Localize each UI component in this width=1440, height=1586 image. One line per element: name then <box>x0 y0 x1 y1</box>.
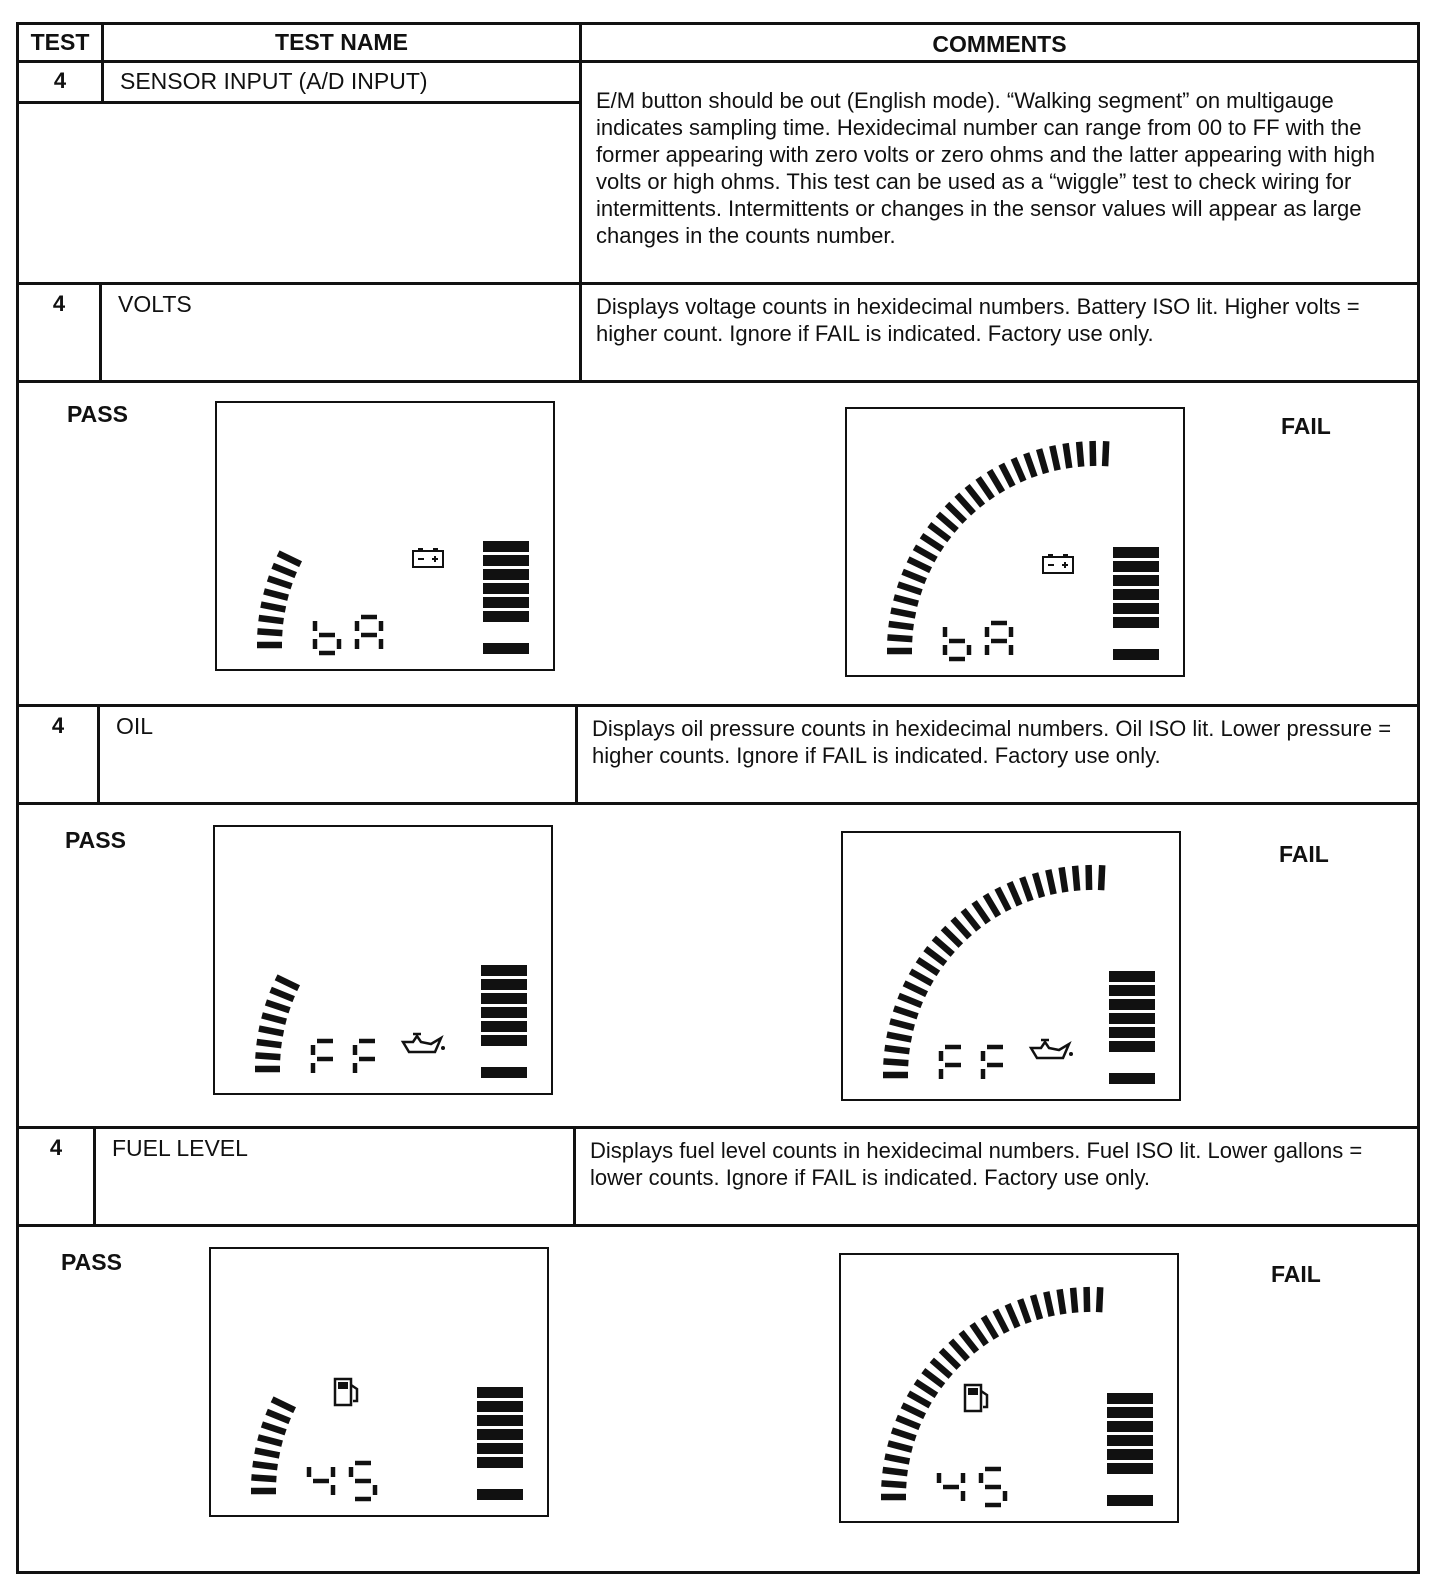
bar-segment <box>1107 1407 1153 1418</box>
bar-segment <box>483 611 529 622</box>
figure-fuel-level <box>19 1227 1417 1571</box>
sweep-segment <box>1008 1304 1018 1327</box>
sweep-segment <box>276 977 299 988</box>
sweep-segment <box>1020 1299 1028 1323</box>
sweep-segment <box>929 525 949 540</box>
lcd-graphic <box>217 403 553 669</box>
sweep-segment <box>1010 882 1020 905</box>
sweep-segment <box>967 486 983 506</box>
oil-can-icon <box>1031 1040 1073 1058</box>
sweep-segment <box>894 597 918 603</box>
sweep-segment <box>278 553 301 564</box>
sweep-segment <box>881 1483 906 1485</box>
sweep-segment <box>266 1002 290 1010</box>
sweep-segment <box>883 1470 908 1473</box>
sweep-segment <box>947 504 965 521</box>
sweep-segment <box>1079 442 1081 467</box>
bar-segment <box>1109 1027 1155 1038</box>
sweep-segment <box>923 1371 943 1386</box>
bar-segment-low <box>1109 1073 1155 1084</box>
figure-oil <box>19 805 1417 1129</box>
bar-segment <box>477 1443 523 1454</box>
fail-label: FAIL <box>1271 1261 1321 1287</box>
sweep-segment <box>978 478 992 499</box>
sweep-segment <box>272 1399 295 1410</box>
sweep-segment <box>268 578 292 586</box>
sweep-segment <box>888 1443 912 1449</box>
lcd-graphic <box>847 409 1183 675</box>
sweep-segment <box>251 1477 276 1479</box>
sweep-segment <box>916 1382 937 1396</box>
table-row-oil <box>19 707 1417 805</box>
test-name: VOLTS <box>118 291 192 317</box>
bar-segment <box>1109 1041 1155 1052</box>
sweep-segment <box>908 559 931 570</box>
sweep-segment <box>899 996 922 1005</box>
sweep-segment <box>986 895 999 917</box>
sweep-segment <box>903 572 926 581</box>
sweep-segment <box>1093 441 1094 466</box>
bar-segment <box>1109 999 1155 1010</box>
pass-label: PASS <box>67 401 128 427</box>
sweep-segment <box>1052 446 1057 470</box>
sweep-segment <box>951 1341 968 1360</box>
sweep-segment <box>1001 464 1012 486</box>
bar-segment <box>483 597 529 608</box>
bar-segment <box>1113 575 1159 586</box>
bar-segment <box>1113 561 1159 572</box>
sweep-segment <box>885 1457 910 1462</box>
sweep-segment <box>253 1464 278 1467</box>
lcd-display-pass <box>215 401 555 671</box>
bar-segment <box>481 1021 527 1032</box>
test-comment: Displays oil pressure counts in hexidecimal numbers. Oil ISO lit. Lower pressure = higher counts. Ignore if FAIL is indicated. Factory use only. <box>592 716 1392 768</box>
sweep-segment <box>259 618 284 621</box>
sweep-segment <box>972 1324 986 1345</box>
pass-label: PASS <box>65 827 126 853</box>
sweep-segment <box>961 1332 977 1352</box>
sweep-segment <box>887 1035 912 1040</box>
sweep-segment <box>258 1437 282 1443</box>
sweep-segment <box>883 1061 908 1063</box>
sweep-segment <box>910 971 932 983</box>
bar-segment <box>481 1035 527 1046</box>
sweep-segment <box>918 960 939 974</box>
sweep-segment <box>1073 1288 1075 1313</box>
sweep-segment <box>963 910 979 930</box>
lcd-display-fail <box>841 831 1181 1101</box>
sweep-segment <box>1075 866 1077 891</box>
bar-segment-low <box>477 1489 523 1500</box>
sweep-segment <box>1062 867 1066 892</box>
bar-segment <box>477 1401 523 1412</box>
sweep-segment <box>925 949 945 964</box>
sweep-segment <box>922 536 943 550</box>
sweep-segment <box>1089 865 1090 890</box>
fail-label: FAIL <box>1279 841 1329 867</box>
sweep-segment <box>904 983 927 994</box>
bar-segment <box>481 1007 527 1018</box>
bar-segment <box>483 569 529 580</box>
lcd-display-fail <box>839 1253 1179 1523</box>
sweep-segment <box>974 902 988 923</box>
sweep-segment <box>953 919 970 938</box>
sweep-segment <box>1033 1295 1040 1319</box>
test-comment: Displays voltage counts in hexidecimal numbers. Battery ISO lit. Higher volts = higher count. Ignore if FAIL is indicated. Factory use only. <box>596 294 1360 346</box>
bar-segment <box>481 979 527 990</box>
sweep-segment <box>1099 1287 1100 1312</box>
battery-icon <box>413 548 443 567</box>
fuel-pump-icon <box>335 1379 357 1405</box>
bar-segment <box>1107 1463 1153 1474</box>
sweep-segment <box>257 1042 282 1045</box>
sweep-segment <box>1046 1292 1051 1316</box>
bar-segment <box>1107 1393 1153 1404</box>
sweep-segment <box>943 928 961 946</box>
sweep-segment <box>1087 1287 1088 1312</box>
sweep-segment <box>262 1424 286 1432</box>
bar-segment <box>483 541 529 552</box>
sweep-segment <box>887 637 912 639</box>
lcd-display-pass <box>209 1247 549 1517</box>
table-row-sensor-input <box>19 63 1417 285</box>
sweep-segment <box>1014 458 1024 481</box>
sweep-segment <box>957 495 974 514</box>
header-test: TEST <box>30 29 90 55</box>
sweep-segment <box>1060 1289 1064 1314</box>
sweep-segment <box>257 631 282 633</box>
bar-segment <box>1109 985 1155 996</box>
bar-segment <box>1107 1449 1153 1460</box>
test-table <box>16 22 1420 1574</box>
sweep-segment <box>267 1412 290 1421</box>
header-comments: COMMENTS <box>932 31 1067 57</box>
lcd-graphic <box>211 1249 547 1515</box>
pass-label: PASS <box>61 1249 122 1275</box>
sweep-segment <box>273 566 296 575</box>
sweep-segment <box>997 888 1008 910</box>
test-comment: E/M button should be out (English mode). “Walking segment” on multigauge indicates sampling time. Hexidecimal number can range from 00 to FF with the former appearing with zero volts or zero ohms and the latter appearing with high volts or high ohms. This test can be used as a “wiggle” test to check wiring for intermittents. Intermittents or changes in the sensor values will appear as large changes in the counts number. <box>596 88 1375 248</box>
table-header-row <box>19 25 1417 63</box>
sweep-segment <box>255 1451 280 1456</box>
lcd-graphic <box>215 827 551 1093</box>
lcd-display-fail <box>845 407 1185 677</box>
sweep-segment <box>1101 865 1102 890</box>
sweep-segment <box>914 547 936 559</box>
bar-segment-low <box>481 1067 527 1078</box>
bar-segment <box>477 1415 523 1426</box>
fail-label: FAIL <box>1281 413 1331 439</box>
lcd-display-pass <box>213 825 553 1095</box>
sweep-segment <box>892 1430 916 1438</box>
bar-segment <box>1107 1435 1153 1446</box>
sweep-segment <box>934 938 953 954</box>
bar-segment <box>477 1429 523 1440</box>
sweep-segment <box>890 1021 914 1027</box>
bar-segment <box>481 965 527 976</box>
sweep-segment <box>1048 870 1053 894</box>
bar-segment <box>1113 589 1159 600</box>
sweep-segment <box>902 1405 925 1416</box>
bar-segment-low <box>483 643 529 654</box>
bar-segment <box>483 555 529 566</box>
test-name: FUEL LEVEL <box>112 1135 248 1161</box>
sweep-segment <box>990 471 1003 493</box>
sweep-segment <box>1066 443 1070 468</box>
test-number: 4 <box>53 68 67 93</box>
sweep-segment <box>897 1418 920 1427</box>
test-name: OIL <box>116 713 154 739</box>
test-comment: Displays fuel level counts in hexidecimal numbers. Fuel ISO lit. Lower gallons = lower counts. Ignore if FAIL is indicated. Factory use only. <box>590 1138 1363 1190</box>
sweep-segment <box>938 514 957 530</box>
sweep-segment <box>891 611 916 616</box>
sweep-segment <box>984 1317 997 1339</box>
test-name: SENSOR INPUT (A/D INPUT) <box>120 68 428 94</box>
fuel-pump-icon <box>965 1385 987 1411</box>
sweep-segment <box>885 1048 910 1051</box>
sweep-segment <box>889 624 914 627</box>
sweep-segment <box>908 1393 930 1405</box>
table-row-fuel-level <box>19 1129 1417 1227</box>
bar-segment <box>481 993 527 1004</box>
bar-segment <box>483 583 529 594</box>
oil-can-icon <box>403 1034 445 1052</box>
header-test-name: TEST NAME <box>275 29 408 55</box>
sweep-segment <box>1035 873 1042 897</box>
bar-segment <box>477 1387 523 1398</box>
lcd-graphic <box>843 833 1179 1099</box>
sweep-segment <box>1022 877 1030 901</box>
sweep-segment <box>995 1310 1006 1332</box>
sweep-segment <box>255 1055 280 1057</box>
bar-segment-low <box>1107 1495 1153 1506</box>
sweep-segment <box>1039 449 1046 473</box>
test-number: 4 <box>52 291 66 316</box>
figure-volts <box>19 383 1417 707</box>
sweep-segment <box>271 990 294 999</box>
sweep-segment <box>264 591 288 597</box>
sweep-segment <box>1105 441 1106 466</box>
bar-segment <box>477 1457 523 1468</box>
lcd-graphic <box>841 1255 1177 1521</box>
bar-segment-low <box>1113 649 1159 660</box>
sweep-segment <box>932 1360 951 1376</box>
sweep-segment <box>894 1008 918 1016</box>
battery-icon <box>1043 554 1073 573</box>
sweep-segment <box>259 1029 284 1034</box>
bar-segment <box>1107 1421 1153 1432</box>
sweep-segment <box>1026 453 1034 477</box>
sweep-segment <box>261 605 286 610</box>
bar-segment <box>1113 547 1159 558</box>
table-row-volts <box>19 285 1417 383</box>
test-number: 4 <box>51 713 65 738</box>
bar-segment <box>1109 971 1155 982</box>
bar-segment <box>1109 1013 1155 1024</box>
bar-segment <box>1113 603 1159 614</box>
sweep-segment <box>262 1015 286 1021</box>
sweep-segment <box>941 1350 959 1368</box>
test-number: 4 <box>49 1135 63 1160</box>
sweep-segment <box>898 584 922 592</box>
bar-segment <box>1113 617 1159 628</box>
